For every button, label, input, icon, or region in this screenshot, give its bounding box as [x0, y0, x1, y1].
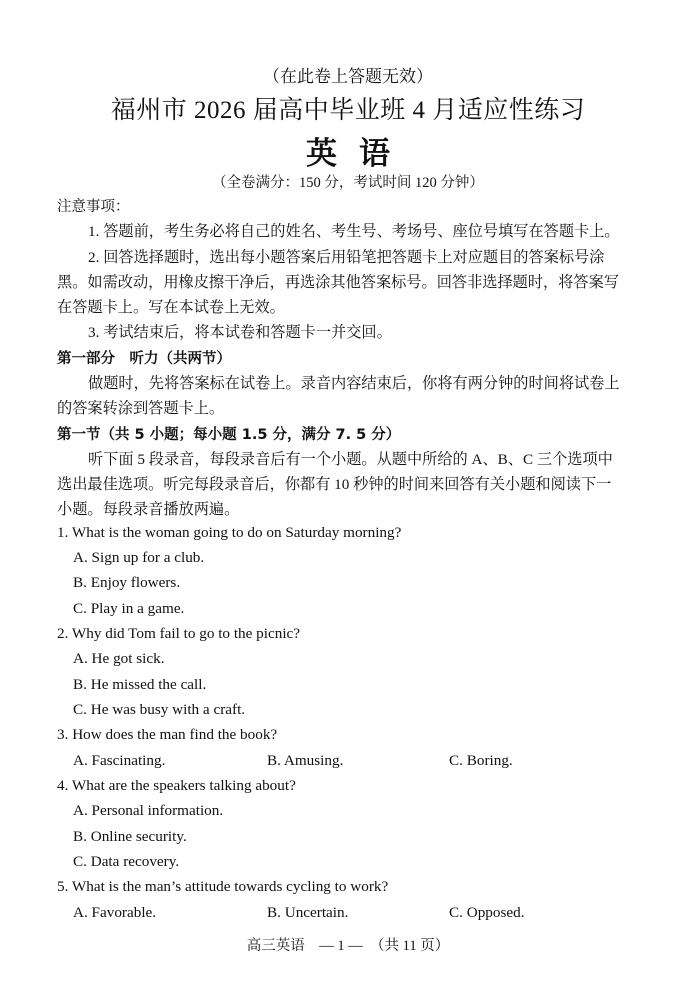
part1-intro-line-1: 做题时，先将答案标在试卷上。录音内容结束后，你将有两分钟的时间将试卷上 — [88, 375, 620, 392]
question-5-option-c: C. Opposed. — [449, 904, 525, 921]
section1-heading: 第一节（共 5 小题；每小题 1.5 分，满分 7. 5 分） — [57, 427, 401, 443]
question-2-option-a: A. He got sick. — [73, 650, 165, 667]
question-2-option-c: C. He was busy with a craft. — [73, 701, 246, 718]
section1-intro-line-2: 选出最佳选项。听完每段录音后，你都有 10 秒钟的时间来回答有关小题和阅读下一 — [57, 476, 612, 493]
notes-item-2-line-1: 2. 回答选择题时，选出每小题答案后用铅笔把答题卡上对应题目的答案标号涂 — [88, 249, 605, 266]
part1-intro-line-2: 的答案转涂到答题卡上。 — [57, 400, 225, 417]
notes-item-2-line-2: 黑。如需改动，用橡皮擦干净后，再选涂其他答案标号。回答非选择题时，将答案写 — [57, 274, 619, 291]
question-5-option-b: B. Uncertain. — [267, 904, 349, 921]
question-5-option-a: A. Favorable. — [73, 904, 157, 921]
question-1-option-c: C. Play in a game. — [73, 600, 185, 617]
question-4-stem: 4. What are the speakers talking about? — [57, 777, 296, 794]
section1-intro-line-3: 小题。每段录音播放两遍。 — [57, 501, 240, 518]
part1-heading: 第一部分 听力（共两节） — [57, 351, 231, 367]
notes-item-2-line-3: 在答题卡上。写在本试卷上无效。 — [57, 299, 285, 316]
question-1-option-a: A. Sign up for a club. — [73, 549, 205, 566]
question-1-stem: 1. What is the woman going to do on Saturday morning? — [57, 524, 402, 541]
question-2-stem: 2. Why did Tom fail to go to the picnic? — [57, 625, 301, 642]
section1-intro-line-1: 听下面 5 段录音，每段录音后有一个小题。从题中所给的 A、B、C 三个选项中 — [88, 451, 613, 468]
full-mark-info: （全卷满分：150 分，考试时间 120 分钟） — [212, 175, 484, 191]
question-3-option-b: B. Amusing. — [267, 752, 344, 769]
notes-item-3: 3. 考试结束后，将本试卷和答题卡一并交回。 — [88, 324, 392, 341]
question-2-option-b: B. He missed the call. — [73, 676, 207, 693]
subject-title: 英语 — [306, 136, 412, 171]
page-footer: 高三英语 — 1 — （共 11 页） — [246, 938, 450, 954]
question-4-option-b: B. Online security. — [73, 828, 187, 845]
question-3-stem: 3. How does the man find the book? — [57, 726, 278, 743]
question-5-stem: 5. What is the man’s attitude towards cycling to work? — [57, 878, 389, 895]
question-4-option-a: A. Personal information. — [73, 802, 224, 819]
question-4-option-c: C. Data recovery. — [73, 853, 180, 870]
notes-item-1: 1. 答题前，考生务必将自己的姓名、考生号、考场号、座位号填写在答题卡上。 — [88, 223, 620, 240]
question-3-option-c: C. Boring. — [449, 752, 513, 769]
exam-title: 福州市 2026 届高中毕业班 4 月适应性练习 — [110, 97, 586, 124]
question-1-option-b: B. Enjoy flowers. — [73, 574, 181, 591]
notes-heading: 注意事项： — [57, 199, 130, 215]
invalid-answer-note: （在此卷上答题无效） — [263, 67, 433, 86]
question-3-option-a: A. Fascinating. — [73, 752, 166, 769]
